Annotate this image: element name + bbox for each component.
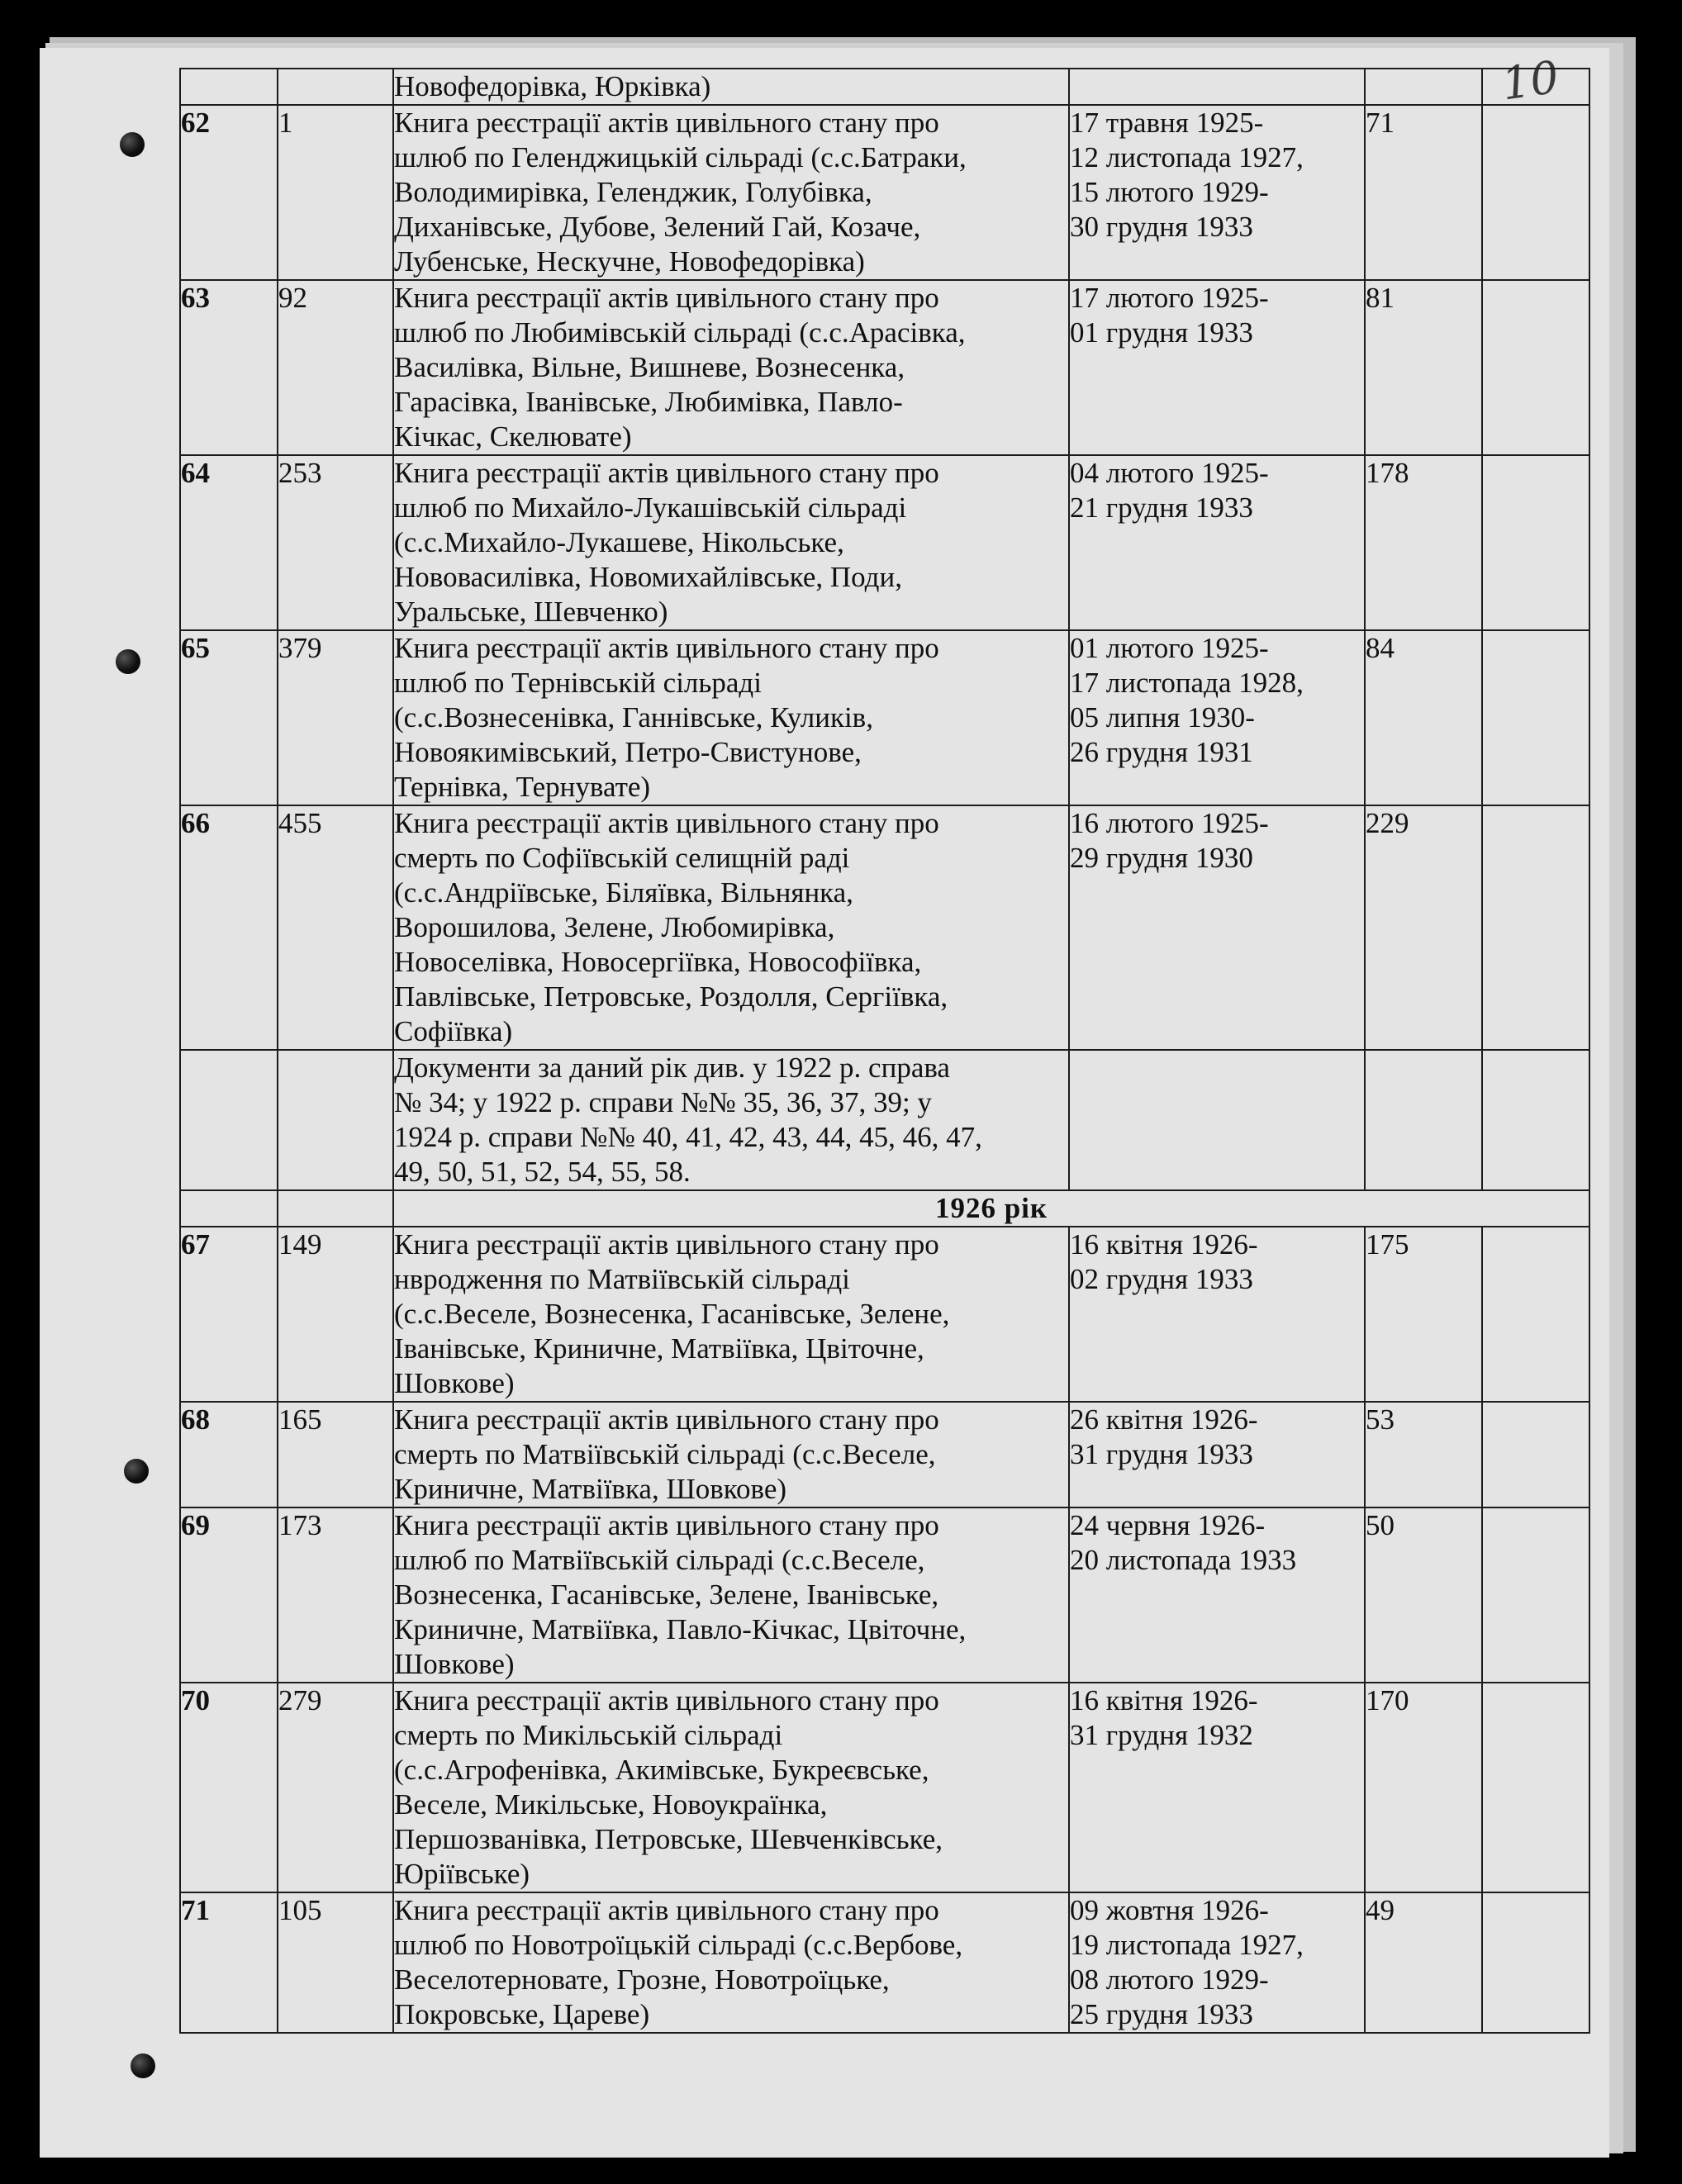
table-row xyxy=(180,1227,1589,1402)
case-title-line: Книга реєстрації актів цивільного стану про xyxy=(394,282,939,314)
note-cell xyxy=(1482,1892,1589,2033)
case-title-line: Книга реєстрації актів цивільного стану про xyxy=(394,1684,939,1716)
date-range xyxy=(1069,280,1365,455)
case-title-line: Гарасівка, Іванівське, Любимівка, Павло- xyxy=(394,386,903,418)
table-row xyxy=(180,1892,1589,2033)
sheet-count: 81 xyxy=(1365,280,1482,455)
cross-reference-note-line: № 34; у 1922 р. справи №№ 35, 36, 37, 39; у xyxy=(394,1086,932,1118)
entry-number: 71 xyxy=(180,1892,278,2033)
case-title-line: Веселе, Микільське, Новоукраїнка, xyxy=(394,1788,828,1821)
case-number: 379 xyxy=(278,630,393,805)
date-range-line: 26 грудня 1931 xyxy=(1070,736,1253,768)
case-number: 455 xyxy=(278,805,393,1050)
date-range-line: 30 грудня 1933 xyxy=(1070,211,1253,243)
case-title xyxy=(393,1892,1069,2033)
case-title xyxy=(393,105,1069,280)
date-range-line: 24 червня 1926- xyxy=(1070,1509,1266,1541)
entry-number: 68 xyxy=(180,1402,278,1507)
case-number: 253 xyxy=(278,455,393,630)
date-range-line: 16 квітня 1926- xyxy=(1070,1228,1258,1261)
case-title-line: Веселотерновате, Грозне, Новотроїцьке, xyxy=(394,1963,890,1996)
table-row-continuation xyxy=(180,69,1589,105)
case-title-line: Софіївка) xyxy=(394,1015,513,1047)
sheet-count: 175 xyxy=(1365,1227,1482,1402)
case-title-line: Ворошилова, Зелене, Любомирівка, xyxy=(394,911,835,943)
case-title-line: (с.с.Андріївське, Біляївка, Вільнянка, xyxy=(394,876,853,909)
case-title-line: Книга реєстрації актів цивільного стану про xyxy=(394,1228,939,1261)
case-title-line: смерть по Матвіївській сільраді (с.с.Веселе, xyxy=(394,1438,936,1470)
continuation-text: Новофедорівка, Юрківка) xyxy=(393,69,1069,105)
case-title-line: шлюб по Любимівській сільраді (с.с.Арасівка, xyxy=(394,316,966,349)
case-title-line: Диханівське, Дубове, Зелений Гай, Козаче, xyxy=(394,211,921,243)
table-row xyxy=(180,280,1589,455)
case-title-line: Новоселівка, Новосергіївка, Новософіївка, xyxy=(394,946,922,978)
case-title-line: Василівка, Вільне, Вишневе, Вознесенка, xyxy=(394,351,905,383)
date-range-line: 25 грудня 1933 xyxy=(1070,1998,1253,2030)
case-title-line: Іванівське, Криничне, Матвіївка, Цвіточне, xyxy=(394,1332,924,1365)
sheet-count xyxy=(1365,1050,1482,1190)
case-title-line: (с.с.Агрофенівка, Акимівське, Букреєвське, xyxy=(394,1754,929,1786)
date-range xyxy=(1069,455,1365,630)
date-range-line: 02 грудня 1933 xyxy=(1070,1263,1253,1295)
date-range xyxy=(1069,1050,1365,1190)
case-title-line: шлюб по Михайло-Лукашівській сільраді xyxy=(394,491,907,524)
case-title-line: шлюб по Геленджицькій сільраді (с.с.Батраки, xyxy=(394,141,967,173)
table-row-year-heading xyxy=(180,1190,1589,1227)
table-row xyxy=(180,105,1589,280)
case-title-line: Книга реєстрації актів цивільного стану про xyxy=(394,807,939,839)
date-range-line: 12 листопада 1927, xyxy=(1070,141,1304,173)
case-number: 165 xyxy=(278,1402,393,1507)
date-range xyxy=(1069,1683,1365,1892)
case-number: 105 xyxy=(278,1892,393,2033)
case-title-line: (с.с.Михайло-Лукашеве, Нікольське, xyxy=(394,526,844,558)
entry-number: 65 xyxy=(180,630,278,805)
date-range-line: 31 грудня 1932 xyxy=(1070,1719,1253,1751)
case-title-line: Книга реєстрації актів цивільного стану про xyxy=(394,1509,939,1541)
entry-number: 67 xyxy=(180,1227,278,1402)
cross-reference-note-line: Документи за даний рік див. у 1922 р. справа xyxy=(394,1052,950,1084)
sheet-count: 49 xyxy=(1365,1892,1482,2033)
date-range-line: 19 листопада 1927, xyxy=(1070,1929,1304,1961)
note-cell xyxy=(1482,1402,1589,1507)
date-range-line: 01 грудня 1933 xyxy=(1070,316,1253,349)
date-range-line: 20 листопада 1933 xyxy=(1070,1544,1297,1576)
date-range-line: 16 квітня 1926- xyxy=(1070,1684,1258,1716)
case-title-line: Новоякимівський, Петро-Свистунове, xyxy=(394,736,862,768)
sheet-count: 53 xyxy=(1365,1402,1482,1507)
date-range-line: 31 грудня 1933 xyxy=(1070,1438,1253,1470)
date-range xyxy=(1069,105,1365,280)
case-number: 92 xyxy=(278,280,393,455)
case-number xyxy=(278,1050,393,1190)
case-title-line: Юріївське) xyxy=(394,1858,530,1890)
case-title-line: шлюб по Матвіївській сільраді (с.с.Веселе, xyxy=(394,1544,925,1576)
case-title-line: Криничне, Матвіївка, Шовкове) xyxy=(394,1473,787,1505)
case-title-line: Тернівка, Тернувате) xyxy=(394,771,651,803)
date-range-line: 26 квітня 1926- xyxy=(1070,1403,1258,1436)
case-title xyxy=(393,1507,1069,1683)
date-range-line: 04 лютого 1925- xyxy=(1070,457,1269,489)
handwritten-page-number: 10 xyxy=(1498,50,1562,111)
punch-hole xyxy=(124,1459,149,1484)
case-title-line: Книга реєстрації актів цивільного стану про xyxy=(394,1894,939,1926)
case-number: 173 xyxy=(278,1507,393,1683)
note-cell xyxy=(1482,1683,1589,1892)
case-title xyxy=(393,805,1069,1050)
date-range-line: 08 лютого 1929- xyxy=(1070,1963,1269,1996)
entry-number: 63 xyxy=(180,280,278,455)
case-title-line: Криничне, Матвіївка, Павло-Кічкас, Цвіточне, xyxy=(394,1613,967,1645)
table-row xyxy=(180,1683,1589,1892)
sheet-count: 84 xyxy=(1365,630,1482,805)
date-range xyxy=(1069,630,1365,805)
case-title xyxy=(393,630,1069,805)
case-title-line: Кічкас, Скелювате) xyxy=(394,420,632,453)
cross-reference-note xyxy=(393,1050,1069,1190)
note-cell xyxy=(1482,455,1589,630)
sheet-count: 178 xyxy=(1365,455,1482,630)
entry-number xyxy=(180,1190,278,1227)
sheet-count: 50 xyxy=(1365,1507,1482,1683)
case-title-line: шлюб по Тернівській сільраді xyxy=(394,667,762,699)
note-cell xyxy=(1482,105,1589,280)
entry-number xyxy=(180,1050,278,1190)
date-range-line: 17 листопада 1928, xyxy=(1070,667,1304,699)
table-row xyxy=(180,1507,1589,1683)
entry-number: 70 xyxy=(180,1683,278,1892)
case-title-line: Книга реєстрації актів цивільного стану про xyxy=(394,107,939,139)
case-number: 149 xyxy=(278,1227,393,1402)
archive-register-table xyxy=(179,68,1590,2034)
entry-number: 66 xyxy=(180,805,278,1050)
punch-hole xyxy=(120,132,145,157)
note-cell xyxy=(1482,630,1589,805)
note-cell xyxy=(1482,1227,1589,1402)
sheet-count: 170 xyxy=(1365,1683,1482,1892)
sheet-count: 229 xyxy=(1365,805,1482,1050)
date-range-line: 17 травня 1925- xyxy=(1070,107,1264,139)
note-cell xyxy=(1482,280,1589,455)
cross-reference-note-line: 49, 50, 51, 52, 54, 55, 58. xyxy=(394,1156,691,1188)
date-range xyxy=(1069,1227,1365,1402)
case-title-line: Покровське, Цареве) xyxy=(394,1998,650,2030)
cross-reference-note-line: 1924 р. справи №№ 40, 41, 42, 43, 44, 45, 46, 47, xyxy=(394,1121,982,1153)
table-row xyxy=(180,1402,1589,1507)
case-title-line: Книга реєстрації актів цивільного стану про xyxy=(394,632,939,664)
date-range-line: 09 жовтня 1926- xyxy=(1070,1894,1269,1926)
case-title xyxy=(393,1227,1069,1402)
date-range-line: 05 липня 1930- xyxy=(1070,701,1255,734)
date-range-line: 21 грудня 1933 xyxy=(1070,491,1253,524)
case-title-line: Володимирівка, Геленджик, Голубівка, xyxy=(394,176,872,208)
case-title xyxy=(393,1402,1069,1507)
case-title-line: (с.с.Вознесенівка, Ганнівське, Куликів, xyxy=(394,701,873,734)
punch-hole xyxy=(116,649,140,674)
case-title-line: шлюб по Новотроїцькій сільраді (с.с.Вербове, xyxy=(394,1929,963,1961)
case-number: 279 xyxy=(278,1683,393,1892)
case-title-line: Лубенське, Нескучне, Новофедорівка) xyxy=(394,245,865,278)
date-range-line: 01 лютого 1925- xyxy=(1070,632,1269,664)
case-title-line: Книга реєстрації актів цивільного стану про xyxy=(394,457,939,489)
case-title-line: Книга реєстрації актів цивільного стану про xyxy=(394,1403,939,1436)
entry-number: 64 xyxy=(180,455,278,630)
entry-number: 62 xyxy=(180,105,278,280)
case-title-line: Уральське, Шевченко) xyxy=(394,596,668,628)
date-range xyxy=(1069,1892,1365,2033)
case-title-line: Вознесенка, Гасанівське, Зелене, Іванівське, xyxy=(394,1579,939,1611)
date-range xyxy=(1069,1507,1365,1683)
sheet-count: 71 xyxy=(1365,105,1482,280)
date-range-line: 15 лютого 1929- xyxy=(1070,176,1269,208)
case-title xyxy=(393,1683,1069,1892)
date-range xyxy=(1069,1402,1365,1507)
case-title xyxy=(393,280,1069,455)
note-cell xyxy=(1482,805,1589,1050)
punch-hole xyxy=(131,2053,155,2078)
case-title-line: смерть по Микільській сільраді xyxy=(394,1719,783,1751)
table-row xyxy=(180,630,1589,805)
table-row xyxy=(180,805,1589,1050)
date-range-line: 29 грудня 1930 xyxy=(1070,842,1253,874)
case-title-line: (с.с.Веселе, Вознесенка, Гасанівське, Зелене, xyxy=(394,1298,950,1330)
case-title-line: нвродження по Матвіївській сільраді xyxy=(394,1263,850,1295)
year-heading: 1926 рік xyxy=(393,1190,1589,1227)
date-range xyxy=(1069,805,1365,1050)
case-title-line: смерть по Софіївській селищній раді xyxy=(394,842,850,874)
case-title-line: Павлівське, Петровське, Роздолля, Сергіївка, xyxy=(394,980,948,1013)
case-title-line: Шовкове) xyxy=(394,1648,515,1680)
case-title xyxy=(393,455,1069,630)
case-title-line: Першозванівка, Петровське, Шевченківське, xyxy=(394,1823,943,1855)
note-cell xyxy=(1482,1507,1589,1683)
date-range-line: 16 лютого 1925- xyxy=(1070,807,1269,839)
case-number: 1 xyxy=(278,105,393,280)
case-title-line: Нововасилівка, Новомихайлівське, Поди, xyxy=(394,561,902,593)
case-title-line: Шовкове) xyxy=(394,1367,515,1399)
case-number xyxy=(278,1190,393,1227)
date-range-line: 17 лютого 1925- xyxy=(1070,282,1269,314)
table-row-note xyxy=(180,1050,1589,1190)
entry-number: 69 xyxy=(180,1507,278,1683)
table-row xyxy=(180,455,1589,630)
note-cell xyxy=(1482,1050,1589,1190)
